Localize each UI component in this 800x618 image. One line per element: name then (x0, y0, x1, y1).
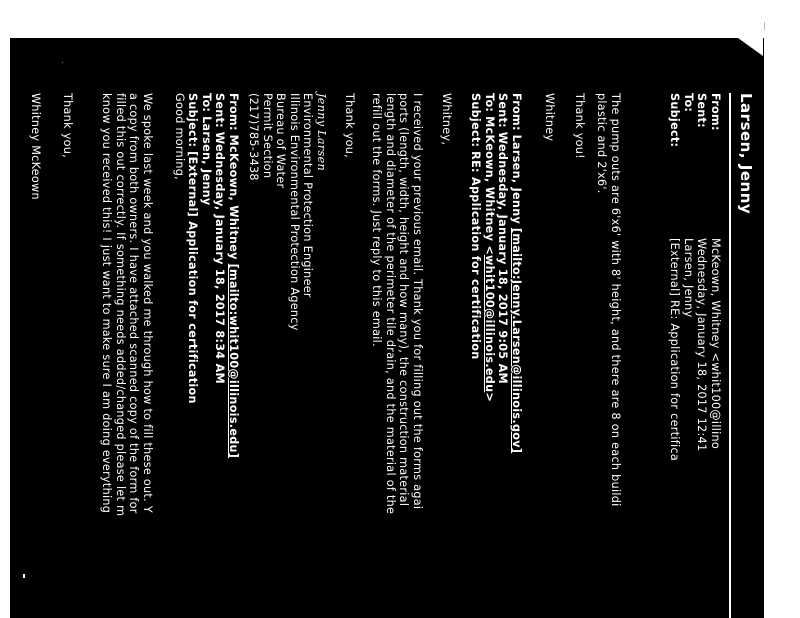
q2-from-name: McKeown, Whitney (227, 134, 240, 260)
subject-value: [External] RE: Application for certifica (668, 238, 682, 462)
signature-agency: Illinois Environmental Protection Agency (287, 93, 301, 331)
page-corner-fold (738, 38, 763, 56)
quoted-header-1 (469, 93, 523, 453)
subject-label: Subject: (668, 93, 682, 148)
q1-sent-value: Wednesday, January 18, 2017 9:05 AM (496, 131, 510, 384)
msg2-line: I received your previous email. Thank you for filling out the forms agai (411, 93, 424, 510)
email-printout (10, 38, 764, 618)
sent-value: Wednesday, January 18, 2017 12:41 (695, 238, 709, 452)
from-label: From: (709, 93, 722, 131)
q1-to-name: McKeown, Whitney < (482, 116, 496, 256)
msg3-greeting: Good morning, (173, 93, 186, 181)
reply-thanks: Thank you! (573, 93, 586, 159)
q1-to-link[interactable]: whit100@illinois.edu (482, 255, 496, 393)
msg3-body (100, 93, 154, 618)
signature-section: Permit Section (260, 93, 274, 179)
q2-from-link[interactable]: [mailto:whit100@illinois.edu] (227, 263, 240, 459)
q2-from-label: From: (227, 93, 240, 131)
q2-sent-label: Sent: (213, 93, 227, 128)
from-value: McKeown, Whitney <whit100@illino (709, 238, 722, 450)
q1-subject-value: RE: Application for certification (469, 151, 483, 360)
msg2-thanks: Thank you, (343, 93, 356, 159)
msg3-thanks: Thank you, (61, 93, 74, 159)
reply-line: plastic and 2'x6'. (595, 93, 609, 194)
q2-sent-value: Wednesday, January 18, 2017 8:34 AM (213, 131, 227, 384)
signature-title: Environmental Protection Engineer (301, 93, 315, 298)
msg2-body (370, 93, 424, 618)
q1-to-label: To: (482, 93, 496, 113)
msg3-line: a copy from both owners. I have attached scanned copy of the form for (127, 93, 141, 514)
msg2-greeting: Whitney, (440, 93, 453, 146)
signature-name: Jenny Larsen (315, 93, 328, 172)
signature-block (246, 93, 328, 331)
reply-signoff: Whitney (543, 93, 556, 142)
quoted-header-2 (186, 93, 240, 458)
q1-sent-label: Sent: (496, 93, 510, 128)
reply-line: The pump outs are 6'x6' with 8' height, and there are 8 on each buildi (609, 93, 622, 507)
q2-subject-value: [External] Application for certification (186, 151, 200, 404)
to-label: To: (681, 93, 695, 113)
q2-to-value: Larsen, Jenny (199, 116, 213, 206)
scanned-page (10, 38, 764, 618)
msg2-line: ports (length, width, height and how many), the construction material (397, 93, 411, 507)
scan-speck (23, 574, 25, 578)
heading-rule (729, 93, 731, 618)
q1-subject-label: Subject: (469, 93, 483, 148)
msg3-line: know you received this! I just want to make sure I am doing everything (100, 93, 114, 514)
msg3-line: filled this out correctly. If something needs added/changed please let m (113, 93, 127, 517)
q1-from-link[interactable]: [mailto:Jenny.Larsen@illinois.gov] (510, 227, 523, 454)
reply-body (595, 93, 622, 507)
q1-from-label: From: (510, 93, 523, 131)
q1-to-close: > (482, 392, 496, 403)
to-value: Larsen, Jenny (681, 238, 695, 318)
author-heading: Larsen, Jenny (737, 93, 755, 215)
signature-phone: (217)785-3438 (247, 93, 261, 181)
msg3-line: We spoke last week and you walked me through how to fill these out. Y (141, 93, 154, 513)
msg3-signoff: Whitney McKeown (29, 93, 42, 200)
scan-mark (764, 22, 765, 30)
scan-dot (62, 62, 63, 63)
msg2-line: length and diameter of the perimeter tile drain, and the material of the (383, 93, 397, 515)
sent-label: Sent: (695, 93, 709, 128)
msg2-line: refill out the forms. Just reply to this email. (370, 93, 384, 347)
q1-from-name: Larsen, Jenny (510, 134, 523, 225)
q2-subject-label: Subject: (186, 93, 200, 148)
top-email-header (668, 93, 722, 461)
signature-bureau: Bureau of Water (274, 93, 288, 189)
q2-to-label: To: (199, 93, 213, 113)
